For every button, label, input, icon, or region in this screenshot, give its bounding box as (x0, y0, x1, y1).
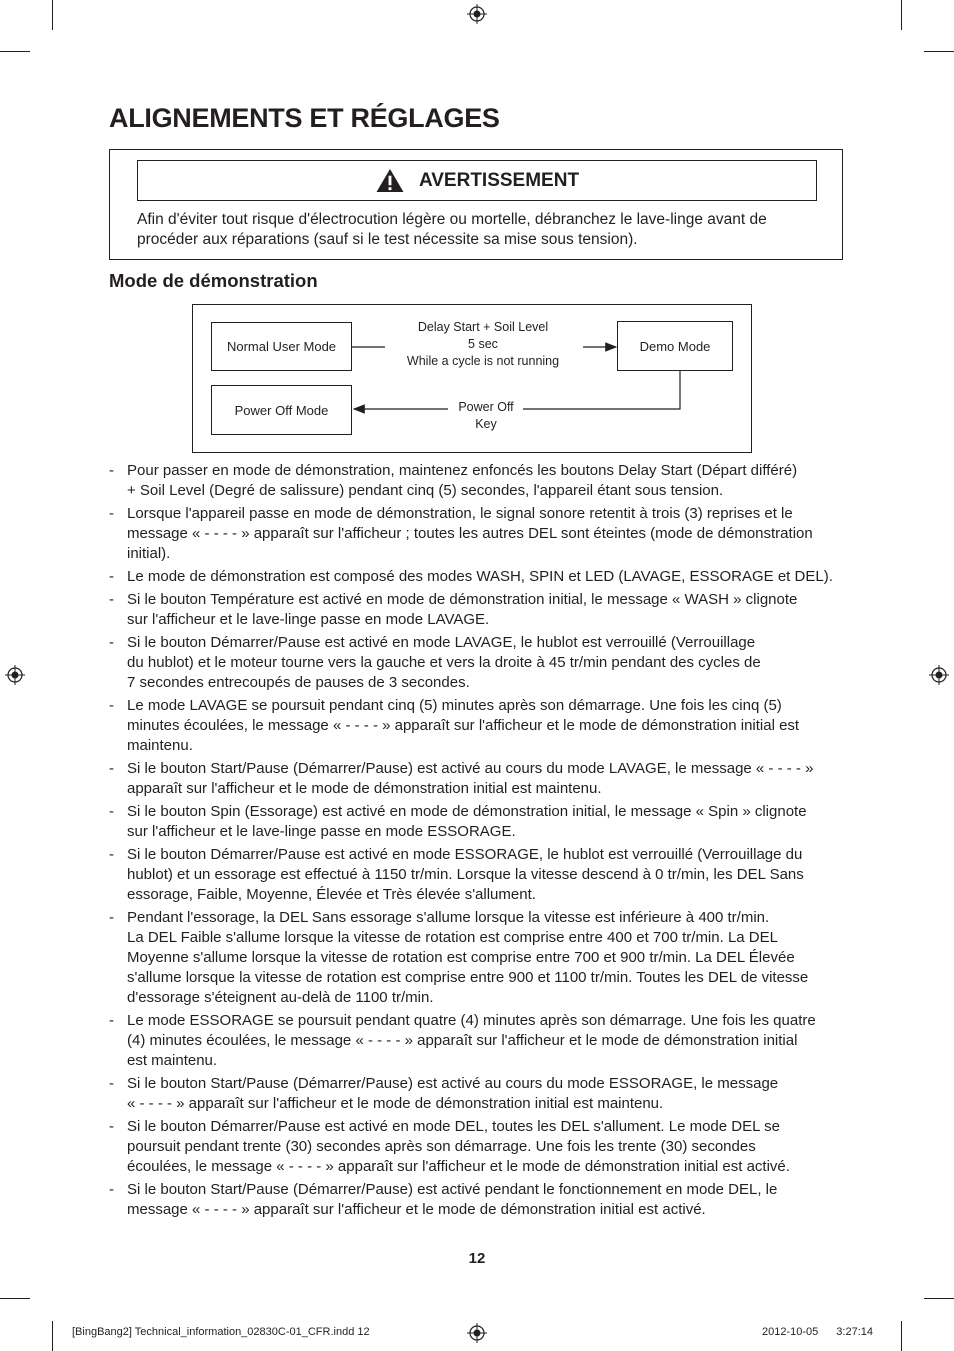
list-item: - Si le bouton Start/Pause (Démarrer/Pause) est activé pendant le fonctionnement en mode DEL, le message « - - - - » apparaît sur l'afficheur et le mode de démonstration initial est activé. (109, 1180, 849, 1220)
list-item: - Si le bouton Démarrer/Pause est activé en mode DEL, toutes les DEL s'allument. Le mode DEL se poursuit pendant trente (30) secondes après son démarrage. Une fois les trente (30) secondes écoulées, le message « - - - - » apparaît sur l'afficheur et le mode de démonstration initial est activé. (109, 1117, 849, 1177)
footer-date: 2012-10-05 (762, 1326, 819, 1338)
registration-mark-icon (929, 665, 949, 685)
transition-label (385, 319, 581, 370)
list-item: - Si le bouton Démarrer/Pause est activé en mode ESSORAGE, le hublot est verrouillé (Verrouillage du hublot) et un essorage est effectué à 1150 tr/min. Lorsque la vitesse descend à 0 tr/min, les DEL Sans essorage, Faible, Moyenne, Élevée et Très élevée s'allument. (109, 845, 849, 905)
list-item: - Le mode de démonstration est composé des modes WASH, SPIN et LED (LAVAGE, ESSORAGE et DEL). (109, 567, 849, 587)
demo-mode-diagram (192, 304, 752, 453)
page-title: ALIGNEMENTS ET RÉGLAGES (109, 103, 500, 133)
warning-label: AVERTISSEMENT (418, 169, 580, 191)
crop-mark (52, 0, 53, 30)
transition-line-2: 5 sec (468, 337, 498, 351)
list-item: - Si le bouton Démarrer/Pause est activé en mode LAVAGE, le hublot est verrouillé (Verrouillage du hublot) et le moteur tourne vers la gauche et vers la droite à 45 tr/min pendant des cycles de 7 secondes entrecoupés de pauses de 3 secondes. (109, 633, 849, 693)
footer-timestamp (762, 1326, 873, 1338)
connector-demo-to-power-key (523, 371, 680, 409)
registration-mark-icon (5, 665, 25, 685)
warning-box (109, 149, 843, 260)
crop-mark (0, 1298, 30, 1299)
warning-header (137, 160, 817, 201)
list-item: - Le mode ESSORAGE se poursuit pendant quatre (4) minutes après son démarrage. Une fois les quatre (4) minutes écoulées, le message « - - - - » apparaît sur l'afficheur et le mode de démonstration initial est maintenu. (109, 1011, 849, 1071)
crop-mark (901, 1321, 902, 1351)
list-item: - Le mode LAVAGE se poursuit pendant cinq (5) minutes après son démarrage. Une fois les cinq (5) minutes écoulées, le message « - - - - » apparaît sur l'afficheur et le mode de démonstration initial est maintenu. (109, 696, 849, 756)
list-item: - Si le bouton Start/Pause (Démarrer/Pause) est activé au cours du mode LAVAGE, le message « - - - - » apparaît sur l'afficheur et le mode de démonstration initial est maintenu. (109, 759, 849, 799)
list-item: - Lorsque l'appareil passe en mode de démonstration, le signal sonore retentit à trois (3) reprises et le message « - - - - » apparaît sur l'afficheur ; toutes les autres DEL sont éteintes (mode de démonstration initial). (109, 504, 849, 564)
transition-line-3: While a cycle is not running (406, 354, 560, 368)
power-off-mode-box: Power Off Mode (211, 385, 352, 435)
registration-mark-icon (467, 4, 487, 24)
warning-triangle-icon (375, 168, 405, 193)
normal-user-mode-box: Normal User Mode (211, 322, 352, 371)
crop-mark (924, 51, 954, 52)
instruction-list (109, 461, 849, 1223)
warning-text: Afin d'éviter tout risque d'électrocution légère ou mortelle, débranchez le lave-linge avant de procéder aux réparations (sauf si le test nécessite sa mise sous tension). (137, 211, 767, 248)
list-item: - Pour passer en mode de démonstration, maintenez enfoncés les boutons Delay Start (Départ différé) + Soil Level (Degré de salissure) pendant cinq (5) secondes, l'appareil étant sous tension. (109, 461, 849, 501)
transition-line-1: Delay Start + Soil Level (417, 320, 549, 334)
crop-mark (0, 51, 30, 52)
list-item: - Si le bouton Start/Pause (Démarrer/Pause) est activé au cours du mode ESSORAGE, le message « - - - - » apparaît sur l'afficheur et le mode de démonstration initial est maintenu. (109, 1074, 849, 1114)
power-off-key-label: Power Off Key (458, 400, 514, 431)
demo-mode-box: Demo Mode (617, 321, 733, 371)
section-heading: Mode de démonstration (109, 270, 318, 291)
crop-mark (901, 0, 902, 30)
list-item: - Pendant l'essorage, la DEL Sans essorage s'allume lorsque la vitesse est inférieure à 400 tr/min. La DEL Faible s'allume lorsque la vitesse de rotation est comprise entre 400 et 700 tr/min. La DEL Moyenne s'allume lorsque la vitesse de rotation est comprise entre 700 et 900 tr/min. La DEL Élevée s'allume lorsque la vitesse de rotation est comprise entre 900 et 1100 tr/min. Toutes les DEL de vitesse d'essorage s'éteignent au-delà de 1100 tr/min. (109, 908, 849, 1008)
crop-mark (52, 1321, 53, 1351)
footer-time: 3:27:14 (836, 1326, 873, 1338)
footer-file-info: [BingBang2] Technical_information_02830C-01_CFR.indd 12 (72, 1326, 370, 1338)
page-number: 12 (468, 1250, 486, 1267)
list-item: - Si le bouton Spin (Essorage) est activé en mode de démonstration initial, le message « Spin » clignote sur l'afficheur et le lave-linge passe en mode ESSORAGE. (109, 802, 849, 842)
registration-mark-icon (467, 1323, 487, 1343)
crop-mark (924, 1298, 954, 1299)
list-item: - Si le bouton Température est activé en mode de démonstration initial, le message « WASH » clignote sur l'afficheur et le lave-linge passe en mode LAVAGE. (109, 590, 849, 630)
